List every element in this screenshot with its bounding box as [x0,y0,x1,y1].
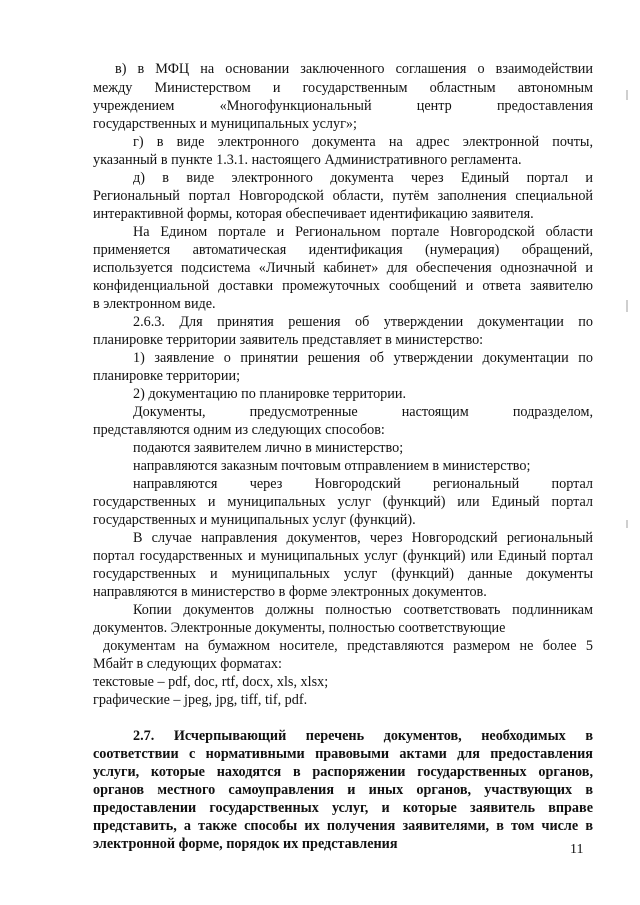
text-line: Региональный портал Новгородской области, путём заполнения специальной [93,188,593,204]
text-line: государственных и муниципальных услуг (функций). [93,512,416,528]
text-line: В случае направления документов, через Новгородский региональный [133,530,593,546]
text-line: подаются заявителем лично в министерство; [133,440,404,456]
section-heading-line: представить, а также способы их получения заявителями, в том числе в [93,818,593,834]
text-line: 2.6.3. Для принятия решения об утверждении документации по [133,314,593,330]
scan-edge-mark [626,300,628,312]
text-line: документам на бумажном носителе, представляются размером не более 5 [103,638,593,654]
text-line: государственных и муниципальных услуг»; [93,116,357,132]
text-line: На Едином портале и Региональном портале Новгородской области [133,224,593,240]
text-line: государственных и муниципальных услуг (функций) данные документы [93,566,593,582]
section-heading-line: 2.7. Исчерпывающий перечень документов, необходимых в [133,728,593,744]
text-line: между Министерством и государственным областным автономным [93,80,593,96]
text-line: документов. Электронные документы, полностью соответствующие [93,620,506,636]
text-line: планировке территории заявитель представляет в министерство: [93,332,484,348]
text-line: указанный в пункте 1.3.1. настоящего Административного регламента. [93,152,522,168]
text-line: интерактивной формы, которая обеспечивает идентификацию заявителя. [93,206,534,222]
text-line: графические – jpeg, jpg, tiff, tif, pdf. [93,692,308,708]
text-line: д) в виде электронного документа через Единый портал и [133,170,593,186]
text-line: направляются заказным почтовым отправлением в министерство; [133,458,531,474]
text-line: портал государственных и муниципальных услуг (функций) или Единый портал [93,548,593,564]
text-line: государственных и муниципальных услуг (функций) или Единый портал [93,494,593,510]
text-line: Документы, предусмотренные настоящим подразделом, [133,404,593,420]
text-line: направляются в министерство в форме электронных документов. [93,584,487,600]
text-line: представляются одним из следующих способов: [93,422,385,438]
text-line: текстовые – pdf, doc, rtf, docx, xls, xlsx; [93,674,329,690]
section-heading-line: соответствии с нормативными правовыми актами для предоставления [93,746,593,762]
scan-edge-mark [626,90,628,100]
text-line: учреждением «Многофункциональный центр предоставления [93,98,593,114]
text-line: г) в виде электронного документа на адрес электронной почты, [133,134,593,150]
text-line: планировке территории; [93,368,241,384]
section-heading-line: услуги, которые находятся в распоряжении государственных органов, [93,764,593,780]
section-heading-line: предоставлении государственных услуг, и которые заявитель вправе [93,800,593,816]
section-heading-line: органов местного самоуправления и иных органов, участвующих в [93,782,593,798]
text-line: применяется автоматическая идентификация (нумерация) обращений, [93,242,593,258]
scan-edge-mark [626,520,628,528]
text-line: конфиденциальной доставки промежуточных сообщений и ответа заявителю [93,278,593,294]
text-line: 2) документацию по планировке территории. [133,386,407,402]
text-line: направляются через Новгородский региональный портал [133,476,593,492]
page-number: 11 [570,842,584,857]
text-line: 1) заявление о принятии решения об утверждении документации по [133,350,593,366]
text-line: в электронном виде. [93,296,216,312]
text-line: Копии документов должны полностью соответствовать подлинникам [133,602,593,618]
text-line: Мбайт в следующих форматах: [93,656,282,672]
section-heading-line: электронной форме, порядок их представления [93,836,398,852]
text-line: используется подсистема «Личный кабинет» для обеспечения однозначной и [93,260,593,276]
text-line: в) в МФЦ на основании заключенного соглашения о взаимодействии [115,61,593,77]
